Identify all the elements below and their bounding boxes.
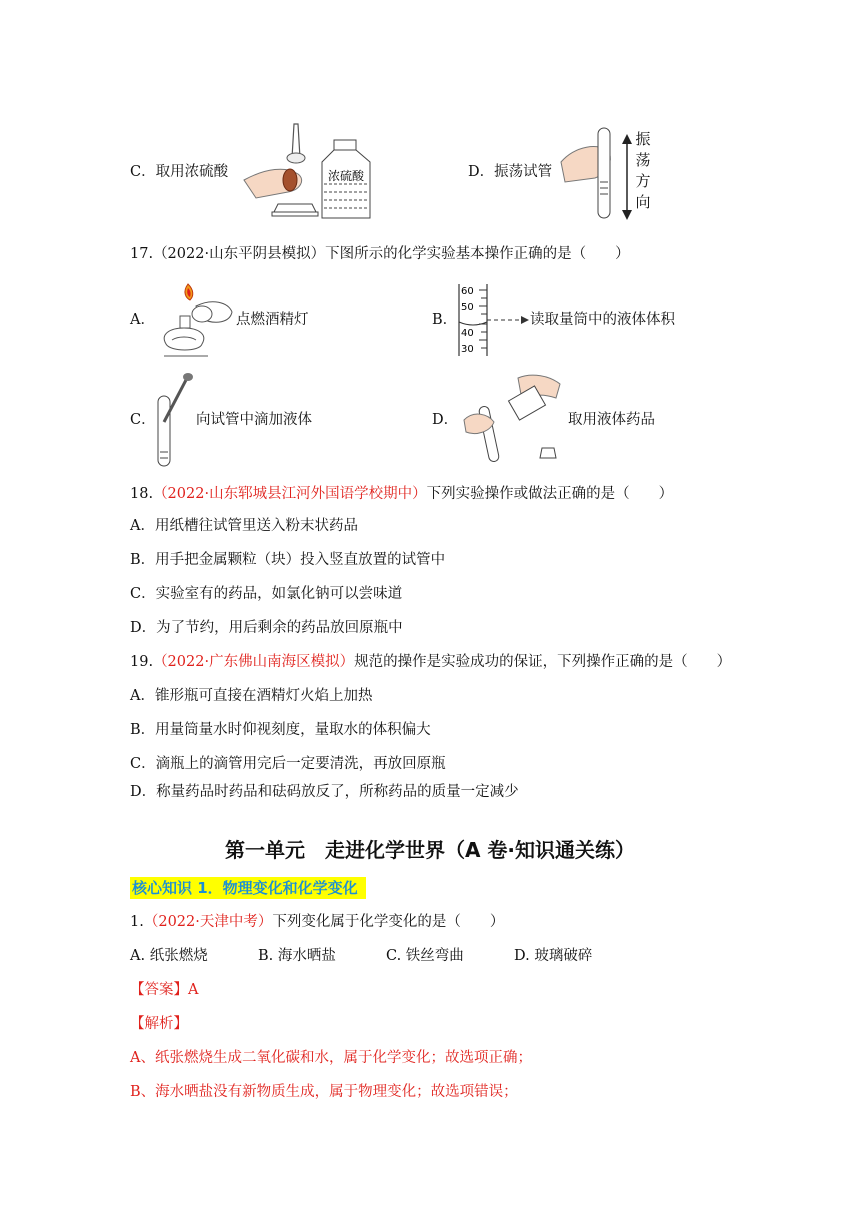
q18-stem xyxy=(130,484,673,504)
q1-analysis-label: 【解析】 xyxy=(130,1016,188,1032)
q19-option-a: A．锥形瓶可直接在酒精灯火焰上加热 xyxy=(130,688,373,704)
q1-stem-text: 下列变化属于化学变化的是（ ） xyxy=(272,914,505,930)
take-acid-figure xyxy=(236,118,378,222)
q19-source: （2022·广东佛山南海区模拟） xyxy=(153,654,355,670)
shake-char-2: 荡 xyxy=(635,151,651,169)
q1-source: （2022·天津中考） xyxy=(143,914,273,930)
q18-option-d: D．为了节约，用后剩余的药品放回原瓶中 xyxy=(130,620,403,636)
q1-number: 1. xyxy=(130,914,144,930)
q1-option-c: C. 铁丝弯曲 xyxy=(386,948,464,964)
q17-option-d-letter: D． xyxy=(432,412,459,428)
q18-option-a: A．用纸槽往试管里送入粉末状药品 xyxy=(130,518,358,534)
shake-char-1: 振 xyxy=(635,130,651,148)
q19-option-d: D．称量药品时药品和砝码放反了，所称药品的质量一定减少 xyxy=(130,784,519,800)
q1-stem xyxy=(130,912,504,932)
cyl-tick-60: 60 xyxy=(461,286,474,297)
q17-option-c-letter: C． xyxy=(130,412,156,428)
q17-option-b-letter: B． xyxy=(432,312,458,328)
q19-number: 19. xyxy=(130,654,154,670)
bottle-label: 浓硫酸 xyxy=(327,169,365,183)
q19-option-b: B．用量筒量水时仰视刻度，量取水的体积偏大 xyxy=(130,722,431,738)
shake-char-4: 向 xyxy=(635,193,651,211)
q1-option-a: A. 纸张燃烧 xyxy=(130,948,208,964)
q16-option-d: D．振荡试管 xyxy=(468,164,553,180)
q18-source: （2022·山东郓城县江河外国语学校期中） xyxy=(153,486,427,502)
light-lamp-figure xyxy=(156,278,236,364)
take-liquid-figure xyxy=(460,370,564,466)
q1-option-b: B. 海水晒盐 xyxy=(258,948,336,964)
q1-answer: 【答案】A xyxy=(130,982,199,998)
q1-option-d: D. 玻璃破碎 xyxy=(514,948,593,964)
q17-option-a-letter: A． xyxy=(130,312,155,328)
q1-analysis-b: B、海水晒盐没有新物质生成，属于物理变化；故选项错误； xyxy=(130,1084,518,1100)
q17-option-c-text: 向试管中滴加液体 xyxy=(196,412,312,428)
q17-option-a-text: 点燃酒精灯 xyxy=(236,312,309,328)
q17-stem-text: （2022·山东平阴县模拟）下图所示的化学实验基本操作正确的是（ ） xyxy=(153,246,630,262)
q17-stem xyxy=(130,244,630,264)
core-knowledge-heading: 核心知识 1．物理变化和化学变化 xyxy=(130,877,366,899)
shake-char-3: 方 xyxy=(635,172,651,190)
q19-stem-text: 规范的操作是实验成功的保证，下列操作正确的是（ ） xyxy=(354,654,732,670)
cyl-tick-40: 40 xyxy=(461,328,474,339)
drip-liquid-figure xyxy=(152,372,198,468)
q1-analysis-a: A、纸张燃烧生成二氧化碳和水，属于化学变化；故选项正确； xyxy=(130,1050,532,1066)
q18-option-b: B．用手把金属颗粒（块）投入竖直放置的试管中 xyxy=(130,552,446,568)
q18-stem-text: 下列实验操作或做法正确的是（ ） xyxy=(426,486,674,502)
q19-option-c: C．滴瓶上的滴管用完后一定要清洗，再放回原瓶 xyxy=(130,756,446,772)
q17-option-d-text: 取用液体药品 xyxy=(568,412,655,428)
q17-option-b-text: 读取量筒中的液体体积 xyxy=(530,312,675,328)
section-title: 第一单元 走进化学世界（A 卷·知识通关练） xyxy=(224,838,636,862)
q17-number: 17. xyxy=(130,246,154,262)
cyl-tick-50: 50 xyxy=(461,302,474,313)
q16-option-c: C．取用浓硫酸 xyxy=(130,164,229,180)
q18-option-c: C．实验室有的药品，如氯化钠可以尝味道 xyxy=(130,586,403,602)
cyl-tick-30: 30 xyxy=(461,344,474,355)
q19-stem xyxy=(130,652,731,672)
q18-number: 18. xyxy=(130,486,154,502)
shake-tube-figure xyxy=(555,122,635,222)
